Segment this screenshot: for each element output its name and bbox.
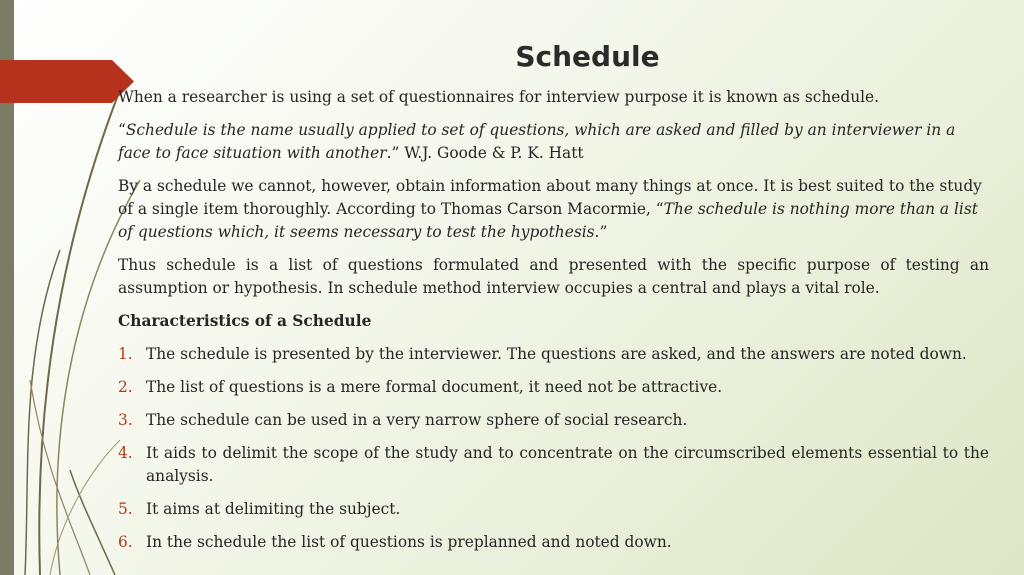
characteristics-heading: Characteristics of a Schedule bbox=[118, 312, 372, 330]
list-item-text: The list of questions is a mere formal document, it need not be attractive. bbox=[146, 378, 723, 396]
macormie-italic-quote: The schedule is nothing more than a list of questions which, it seems necessary to test the hypothesis bbox=[118, 200, 978, 241]
list-item-number: 1. bbox=[118, 345, 133, 363]
list-item-number: 2. bbox=[118, 378, 133, 396]
quote-paragraph bbox=[118, 119, 989, 165]
quote-attribution: .” W.J. Goode & P. K. Hatt bbox=[386, 144, 584, 162]
list-item bbox=[118, 376, 989, 399]
intro-paragraph: When a researcher is using a set of questionnaires for interview purpose it is known as schedule. bbox=[118, 88, 880, 106]
list-item-number: 5. bbox=[118, 500, 133, 518]
definition-paragraph: Thus schedule is a list of questions formulated and presented with the specific purpose of testing an assumption or hypothesis. In schedule method interview occupies a central and plays a vital role. bbox=[118, 256, 989, 297]
macormie-close: .” bbox=[594, 223, 608, 241]
list-item bbox=[118, 442, 989, 488]
list-item-number: 3. bbox=[118, 411, 133, 429]
macormie-paragraph bbox=[118, 175, 989, 244]
macormie-text: By a schedule we cannot, however, obtain information about many things at once. It is best suited to the study of a single item thoroughly. According to Thomas Carson Macormie, “ bbox=[118, 177, 982, 218]
list-item-number: 4. bbox=[118, 444, 133, 462]
list-item-number: 6. bbox=[118, 533, 133, 551]
list-item bbox=[118, 531, 989, 554]
list-item-text: The schedule is presented by the interviewer. The questions are asked, and the answers are noted down. bbox=[146, 345, 967, 363]
list-item-text: In the schedule the list of questions is preplanned and noted down. bbox=[146, 533, 672, 551]
quote-italic-text: Schedule is the name usually applied to set of questions, which are asked and filled by an interviewer in a face to face situation with another bbox=[118, 121, 956, 162]
list-item-text: The schedule can be used in a very narrow sphere of social research. bbox=[146, 411, 688, 429]
list-item bbox=[118, 343, 989, 366]
list-item bbox=[118, 409, 989, 432]
characteristics-list bbox=[118, 343, 989, 554]
list-item-text: It aids to delimit the scope of the study and to concentrate on the circumscribed elements essential to the analysis. bbox=[146, 444, 989, 485]
list-item bbox=[118, 498, 989, 521]
slide-title: Schedule bbox=[515, 40, 660, 73]
quote-open-mark: “ bbox=[118, 121, 126, 139]
list-item-text: It aims at delimiting the subject. bbox=[146, 500, 401, 518]
slide-content bbox=[118, 86, 989, 564]
